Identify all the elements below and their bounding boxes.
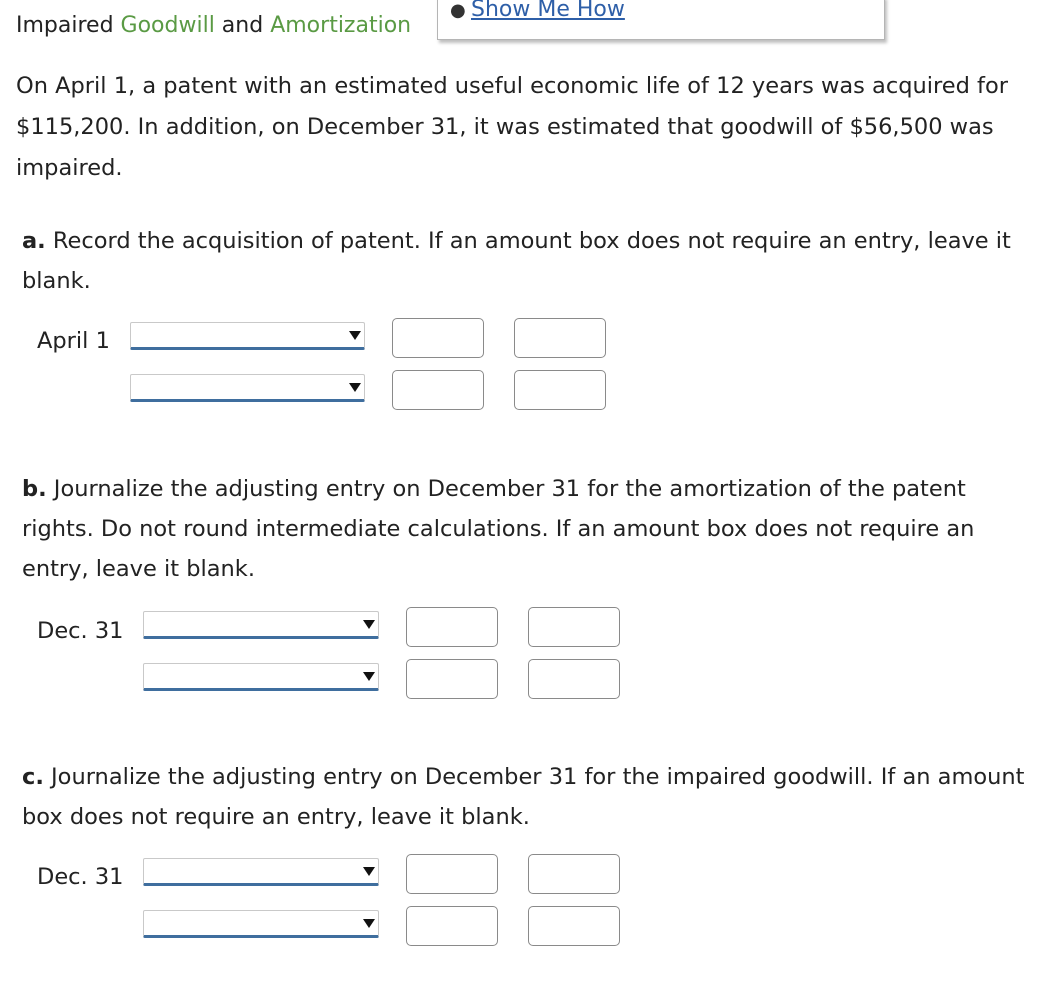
part-b-debit-input-1[interactable] <box>406 607 498 647</box>
bullet-icon: ● <box>450 0 466 21</box>
part-a-instruction <box>22 221 1032 301</box>
chevron-down-icon <box>349 331 361 340</box>
part-c-credit-input-2[interactable] <box>528 906 620 946</box>
chevron-down-icon <box>363 919 375 928</box>
part-c-date-label: Dec. 31 <box>37 864 124 890</box>
part-b-account-select-2[interactable] <box>143 663 379 691</box>
title-text-1: Impaired <box>16 13 121 38</box>
part-c-text: Journalize the adjusting entry on December 31 for the impaired goodwill. If an amount box does not require an entry, leave it blank. <box>22 764 1025 830</box>
page-title <box>16 11 411 41</box>
part-a-debit-input-1[interactable] <box>392 318 484 358</box>
chevron-down-icon <box>363 867 375 876</box>
chevron-down-icon <box>363 672 375 681</box>
part-b-date-label: Dec. 31 <box>37 618 124 644</box>
part-a-credit-input-1[interactable] <box>514 318 606 358</box>
title-text-2: and <box>214 13 271 38</box>
chevron-down-icon <box>363 620 375 629</box>
part-b-account-select-1[interactable] <box>143 611 379 639</box>
part-a-letter: a. <box>22 228 46 254</box>
part-c-instruction <box>22 757 1032 837</box>
part-b-credit-input-2[interactable] <box>528 659 620 699</box>
part-a-date-label: April 1 <box>37 328 110 354</box>
part-a-text: Record the acquisition of patent. If an amount box does not require an entry, leave it blank. <box>22 228 1011 294</box>
part-b-instruction <box>22 469 1032 589</box>
part-a-debit-input-2[interactable] <box>392 370 484 410</box>
part-a-account-select-1[interactable] <box>130 322 365 350</box>
part-c-debit-input-1[interactable] <box>406 854 498 894</box>
amortization-link[interactable]: Amortization <box>270 13 412 38</box>
part-b-letter: b. <box>22 476 47 502</box>
part-c-account-select-2[interactable] <box>143 910 379 938</box>
part-c-account-select-1[interactable] <box>143 858 379 886</box>
part-a-account-select-2[interactable] <box>130 374 365 402</box>
part-b-text: Journalize the adjusting entry on December 31 for the amortization of the patent rights. Do not round intermediate calculations. If an amount box does not require an entry, leave it blank. <box>22 476 975 582</box>
part-c-debit-input-2[interactable] <box>406 906 498 946</box>
chevron-down-icon <box>349 383 361 392</box>
show-me-how-link[interactable]: Show Me How <box>471 0 625 22</box>
part-c-credit-input-1[interactable] <box>528 854 620 894</box>
part-b-debit-input-2[interactable] <box>406 659 498 699</box>
problem-text: On April 1, a patent with an estimated useful economic life of 12 years was acquired for $115,200. In addition, on December 31, it was estimated that goodwill of $56,500 was impaired. <box>16 73 1008 181</box>
goodwill-link[interactable]: Goodwill <box>120 13 215 38</box>
part-a-credit-input-2[interactable] <box>514 370 606 410</box>
part-c-letter: c. <box>22 764 44 790</box>
part-b-credit-input-1[interactable] <box>528 607 620 647</box>
glossary-popup <box>437 0 885 40</box>
